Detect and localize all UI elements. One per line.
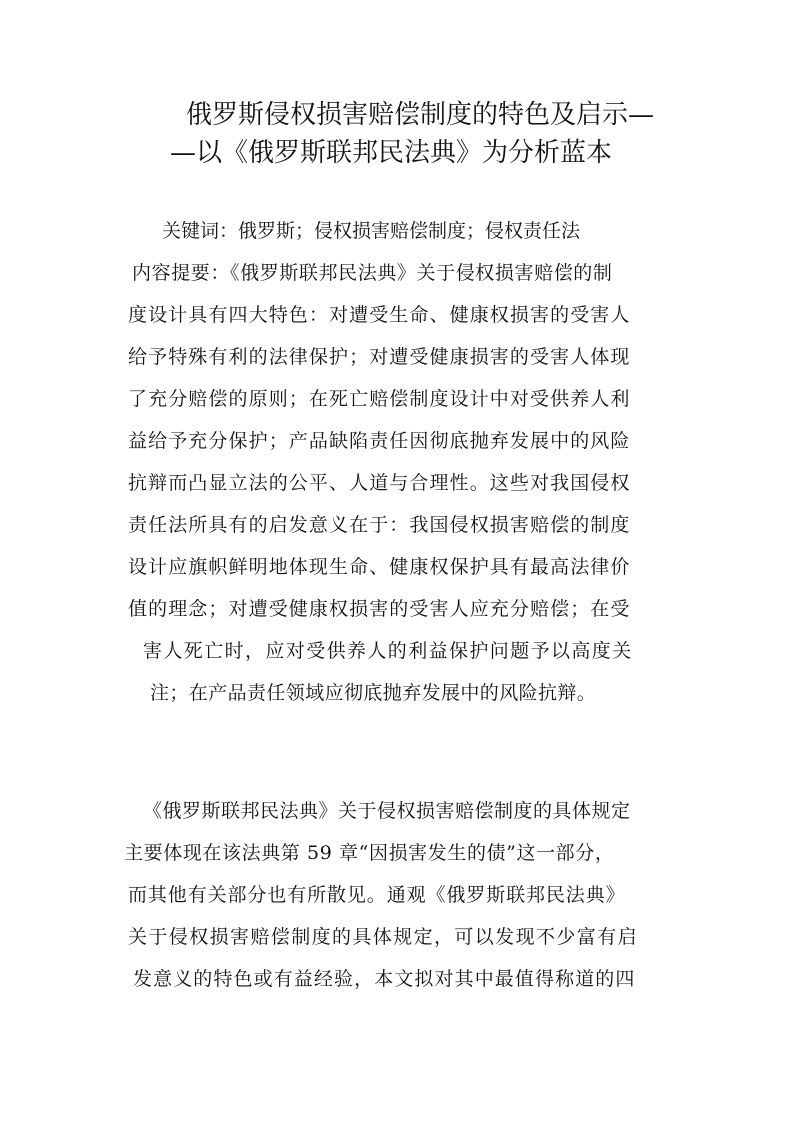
abstract-line: 注；在产品责任领域应彻底抛弃发展中的风险抗辩。 [150,682,597,704]
body-line: 关于侵权损害赔偿制度的具体规定，可以发现不少富有启 [128,926,639,948]
keywords-line: 关键词：俄罗斯；侵权损害赔偿制度；侵权责任法 [162,220,581,242]
abstract-line: 值的理念；对遭受健康权损害的受害人应充分赔偿；在受 [128,598,631,620]
abstract-line: 给予特殊有利的法律保护；对遭受健康损害的受害人体现 [128,346,631,368]
title-line-1: 俄罗斯侵权损害赔偿制度的特色及启示— [186,100,655,130]
body-line: 主要体现在该法典第 59 章“因损害发生的债”这一部分， [124,842,615,864]
abstract-line: 度设计具有四大特色：对遭受生命、健康权损害的受害人 [128,304,631,326]
abstract-line: 益给予充分保护；产品缺陷责任因彻底抛弃发展中的风险 [128,430,631,452]
abstract-line: 了充分赔偿的原则；在死亡赔偿制度设计中对受供养人利 [128,388,631,410]
title-line-2: —以《俄罗斯联邦民法典》为分析蓝本 [170,138,613,168]
abstract-line: 抗辩而凸显立法的公平、人道与合理性。这些对我国侵权 [128,472,631,494]
abstract-line: 设计应旗帜鲜明地体现生命、健康权保护具有最高法律价 [128,556,631,578]
body-line: 《俄罗斯联邦民法典》关于侵权损害赔偿制度的具体规定 [143,800,631,822]
abstract-line: 内容提要：《俄罗斯联邦民法典》关于侵权损害赔偿的制 [132,262,613,284]
abstract-line: 害人死亡时，应对受供养人的利益保护问题予以高度关 [143,640,633,662]
document-title [170,96,690,172]
body-line: 而其他有关部分也有所散见。通观《俄罗斯联邦民法典》 [128,884,626,906]
abstract-line: 责任法所具有的启发意义在于：我国侵权损害赔偿的制度 [128,514,631,536]
body-line: 发意义的特色或有益经验，本文拟对其中最值得称道的四 [133,968,636,990]
